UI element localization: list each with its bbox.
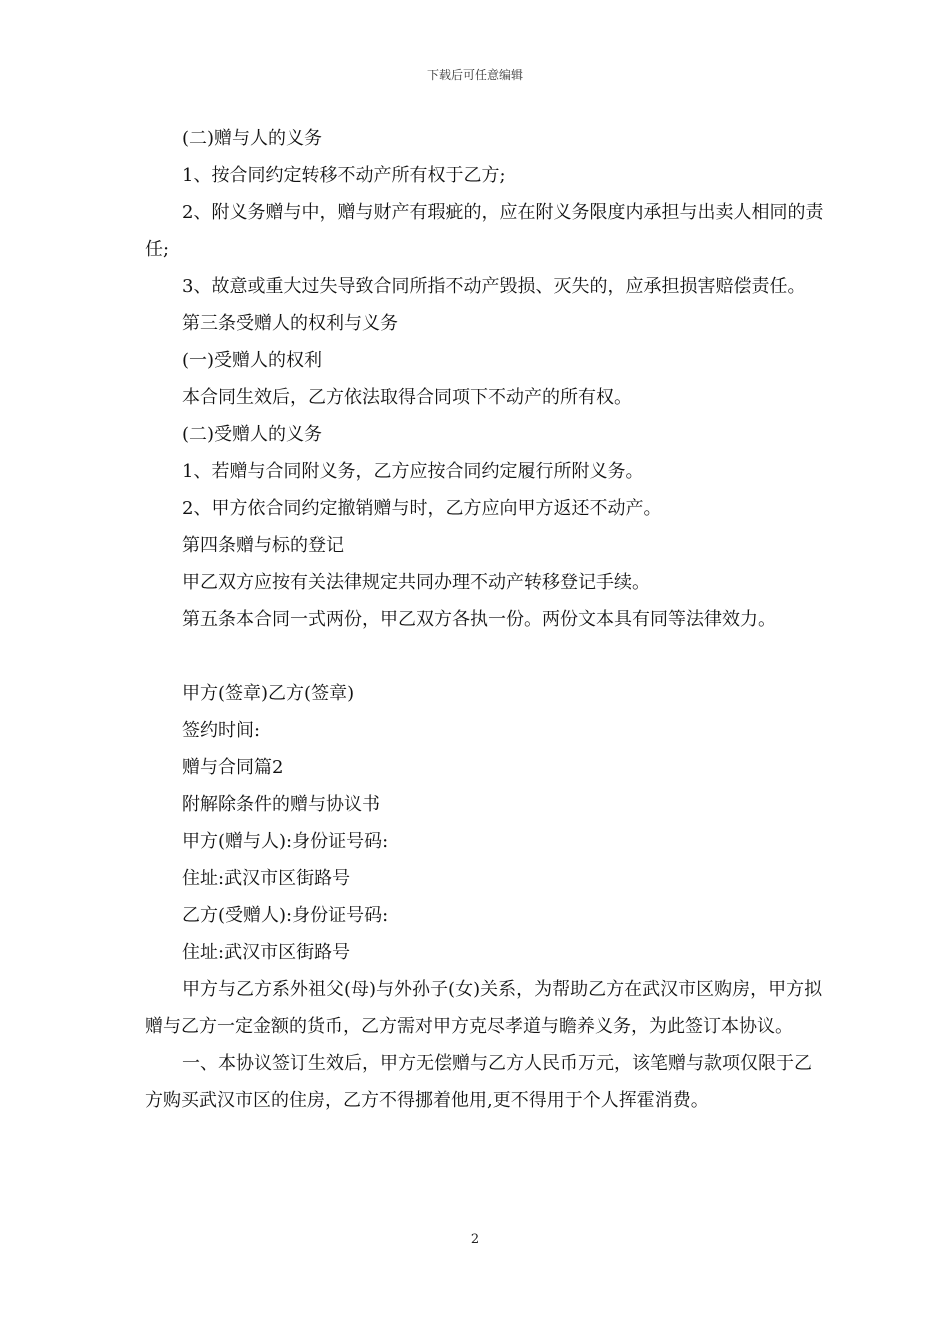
party-b-address: 住址:武汉市区街路号 [182, 942, 351, 963]
paragraph: 2、甲方依合同约定撤销赠与时，乙方应向甲方返还不动产。 [182, 498, 662, 519]
paragraph: 3、故意或重大过失导致合同所指不动产毁损、灭失的，应承担损害赔偿责任。 [182, 276, 806, 297]
paragraph: (一)受赠人的权利 [182, 350, 323, 371]
party-a: 甲方(赠与人):身份证号码: [182, 831, 389, 852]
party-a-address: 住址:武汉市区街路号 [182, 868, 351, 889]
page-header-note: 下载后可任意编辑 [426, 68, 523, 82]
blank-line [145, 638, 825, 675]
paragraph: 甲方与乙方系外祖父(母)与外孙子(女)关系，为帮助乙方在武汉市区购房，甲方拟赠与乙方一定金额的货币，乙方需对甲方克尽孝道与瞻养义务，为此签订本协议。 [145, 979, 823, 1037]
document-title: 赠与合同篇2 [182, 757, 284, 778]
paragraph: 本合同生效后，乙方依法取得合同项下不动产的所有权。 [182, 387, 632, 408]
paragraph: 2、附义务赠与中，赠与财产有瑕疵的，应在附义务限度内承担与出卖人相同的责任; [145, 202, 824, 260]
document-body [145, 120, 825, 1119]
party-b: 乙方(受赠人):身份证号码: [182, 905, 389, 926]
page-number: 2 [470, 1232, 480, 1247]
paragraph: (二)赠与人的义务 [182, 128, 323, 149]
paragraph: 1、按合同约定转移不动产所有权于乙方; [182, 165, 506, 186]
signing-date: 签约时间: [182, 720, 261, 741]
paragraph: 1、若赠与合同附义务，乙方应按合同约定履行所附义务。 [182, 461, 644, 482]
agreement-title: 附解除条件的赠与协议书 [182, 794, 380, 815]
section-heading: 第四条赠与标的登记 [182, 535, 344, 556]
paragraph: 一、本协议签订生效后，甲方无偿赠与乙方人民币万元，该笔赠与款项仅限于乙方购买武汉市区的住房，乙方不得挪着他用,更不得用于个人挥霍消费。 [145, 1053, 812, 1111]
paragraph: 甲乙双方应按有关法律规定共同办理不动产转移登记手续。 [182, 572, 650, 593]
signature-line: 甲方(签章)乙方(签章) [182, 683, 355, 704]
section-heading: 第三条受赠人的权利与义务 [182, 313, 398, 334]
paragraph: (二)受赠人的义务 [182, 424, 323, 445]
paragraph: 第五条本合同一式两份，甲乙双方各执一份。两份文本具有同等法律效力。 [182, 609, 776, 630]
